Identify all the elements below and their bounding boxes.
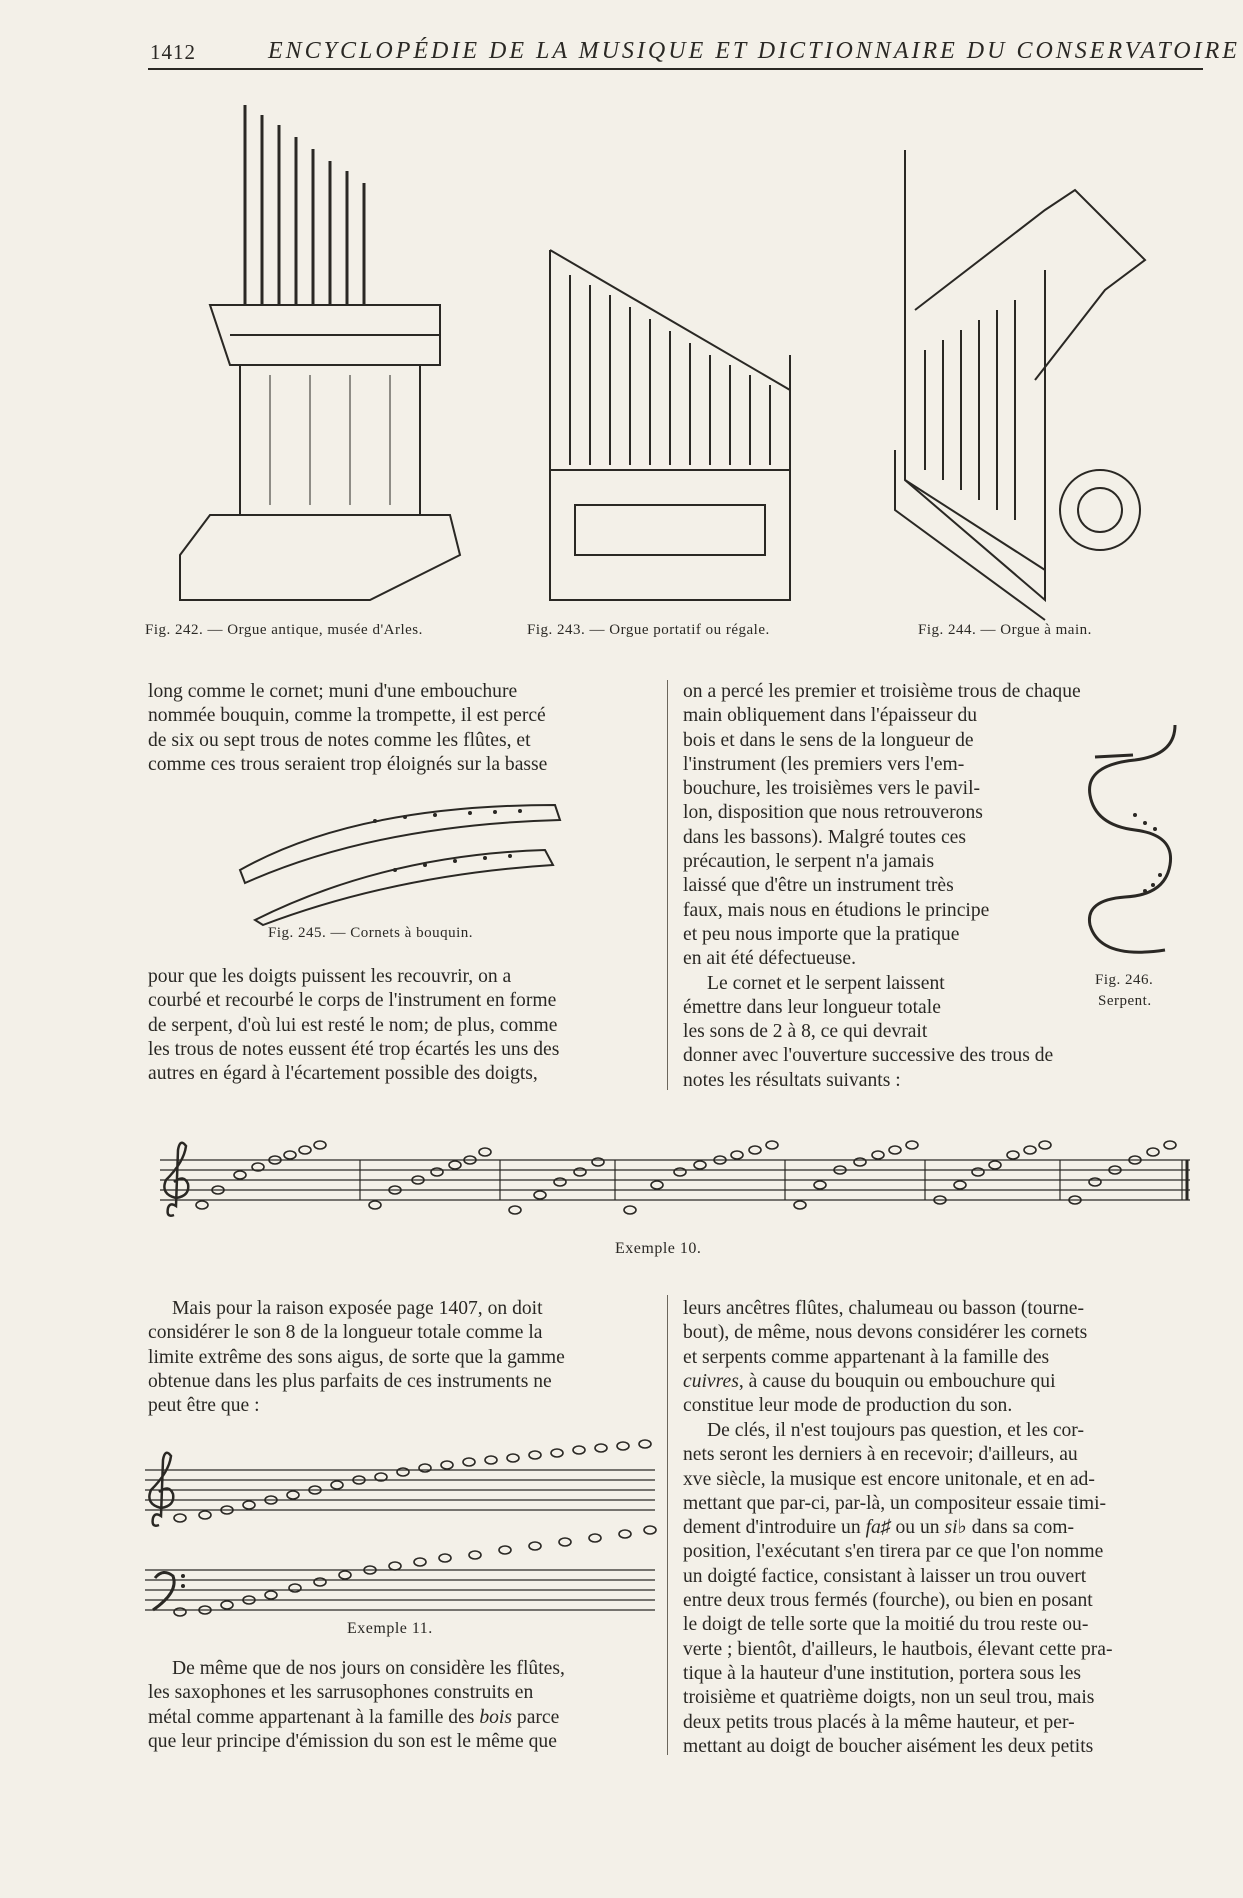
text-line: mettant au doigt de boucher aisément les deux petits — [683, 1735, 1094, 1757]
figure-244-caption: Fig. 244. — Orgue à main. — [918, 622, 1092, 638]
left-column-end — [148, 1657, 653, 1754]
text-line: donner avec l'ouverture successive des trous de — [683, 1045, 1054, 1067]
italic-term-cuivres: cuivres — [683, 1370, 739, 1392]
text-line: l'instrument (les premiers vers l'em- — [683, 753, 965, 775]
text-line: obtenue dans les plus parfaits de ces instruments ne — [148, 1370, 552, 1392]
text-line: comme ces trous seraient trop éloignés sur la basse — [148, 753, 548, 775]
text-line: et serpents comme appartenant à la famille des — [683, 1346, 1050, 1368]
text-line: les saxophones et les sarrusophones construits en — [148, 1682, 534, 1704]
text-span: métal comme appartenant à la famille des — [148, 1706, 480, 1728]
text-line: entre deux trous fermés (fourche), ou bien en posant — [683, 1590, 1093, 1612]
text-span: , à cause du bouquin ou embouchure qui — [738, 1370, 1056, 1392]
text-line — [148, 1706, 653, 1730]
text-line: autres en égard à l'écartement possible des doigts, — [148, 1063, 538, 1085]
text-line: notes les résultats suivants : — [683, 1069, 901, 1091]
figure-246-caption-title: Serpent. — [1098, 993, 1152, 1009]
text-span: ou un — [890, 1517, 945, 1539]
text-line: peut être que : — [148, 1395, 260, 1417]
text-line: en ait été défectueuse. — [683, 948, 856, 970]
text-line: considérer le son 8 de la longueur totale comme la — [148, 1322, 543, 1344]
text-line: deux petits trous placés à la même hauteur, et per- — [683, 1711, 1075, 1733]
running-title: ENCYCLOPÉDIE DE LA MUSIQUE ET DICTIONNAIRE DU CONSERVATOIRE — [268, 38, 1240, 64]
text-line — [683, 1516, 1195, 1540]
treble-clef-icon — [149, 1453, 173, 1526]
text-line: émettre dans leur longueur totale — [683, 996, 941, 1018]
text-span: dans sa com- — [966, 1517, 1075, 1539]
example-11-staves — [145, 1420, 665, 1650]
text-line: troisième et quatrième doigts, non un seul trou, mais — [683, 1687, 1095, 1709]
column-divider-bottom — [667, 1295, 668, 1755]
treble-clef-icon — [164, 1143, 188, 1216]
bass-clef-icon — [153, 1572, 185, 1610]
text-line: les trous de notes eussent été trop écartés les uns des — [148, 1038, 560, 1060]
text-line: Mais pour la raison exposée page 1407, on doit — [172, 1298, 543, 1319]
italic-note-fa-sharp: fa♯ — [865, 1517, 891, 1539]
text-line: nommée bouquin, comme la trompette, il est percé — [148, 705, 546, 727]
example-11-label: Exemple 11. — [347, 1620, 433, 1637]
text-line: courbé et recourbé le corps de l'instrument en forme — [148, 990, 557, 1012]
text-line: limite extrême des sons aigus, de sorte que la gamme — [148, 1346, 565, 1368]
left-column-bottom — [148, 1297, 653, 1418]
right-column-bottom-p1 — [683, 1297, 1195, 1418]
text-line: précaution, le serpent n'a jamais — [683, 851, 935, 873]
text-line: Le cornet et le serpent laissent — [707, 972, 945, 994]
text-line: tique à la hauteur d'une institution, portera sous les — [683, 1662, 1082, 1684]
example-10-staff — [160, 1110, 1190, 1230]
text-line: lon, disposition que nous retrouverons — [683, 802, 983, 824]
figure-245-caption: Fig. 245. — Cornets à bouquin. — [268, 925, 473, 941]
example-10-label: Exemple 10. — [615, 1240, 702, 1257]
text-line: mettant que par-ci, par-là, un compositeur essaie timi- — [683, 1492, 1107, 1514]
text-line: dans les bassons). Malgré toutes ces — [683, 826, 966, 848]
text-line: De clés, il n'est toujours pas question, et les cor- — [707, 1420, 1084, 1441]
text-line: nets seront les derniers à en recevoir; d'ailleurs, au — [683, 1444, 1078, 1466]
figure-243-portative-organ — [545, 245, 805, 605]
header-rule — [148, 68, 1203, 70]
text-line: pour que les doigts puissent les recouvrir, on a — [148, 966, 512, 987]
text-line: un doigté factice, consistant à laisser un trou ouvert — [683, 1565, 1087, 1587]
text-span: dement d'introduire un — [683, 1517, 866, 1539]
text-line: xve siècle, la musique est encore unitonale, et en ad- — [683, 1468, 1095, 1490]
text-line: que leur principe d'émission du son est le même que — [148, 1730, 557, 1752]
figure-246-caption-number: Fig. 246. — [1095, 972, 1154, 988]
text-line: verte ; bientôt, d'ailleurs, le hautbois, élevant cette pra- — [683, 1638, 1113, 1660]
text-line: laissé que d'être un instrument très — [683, 875, 954, 897]
text-span: parce — [512, 1706, 560, 1728]
text-line: les sons de 2 à 8, ce qui devrait — [683, 1021, 928, 1043]
figure-242-caption: Fig. 242. — Orgue antique, musée d'Arles. — [145, 622, 423, 638]
text-line: bouchure, les troisièmes vers le pavil- — [683, 778, 981, 800]
text-line: faux, mais nous en étudions le principe — [683, 899, 990, 921]
figure-246-serpent — [1075, 725, 1185, 955]
text-line: le doigt de telle sorte que la moitié du trou reste ou- — [683, 1614, 1089, 1636]
left-column-mid — [148, 965, 653, 1086]
text-line: constitue leur mode de production du son. — [683, 1395, 1013, 1417]
figure-244-hand-organ — [885, 150, 1155, 610]
column-divider — [667, 680, 668, 1090]
text-line: De même que de nos jours on considère les flûtes, — [172, 1658, 565, 1679]
left-column-top — [148, 680, 653, 777]
text-line: de serpent, d'où lui est resté le nom; de plus, comme — [148, 1014, 558, 1036]
figure-243-caption: Fig. 243. — Orgue portatif ou régale. — [527, 622, 770, 638]
text-line — [683, 1370, 1195, 1394]
figure-245-cornets — [235, 795, 565, 925]
italic-note-si-flat: si♭ — [944, 1517, 967, 1539]
text-line: bois et dans le sens de la longueur de — [683, 729, 974, 751]
text-line: main obliquement dans l'épaisseur du — [683, 705, 978, 727]
text-line: bout), de même, nous devons considérer les cornets — [683, 1322, 1088, 1344]
italic-term-bois: bois — [479, 1706, 512, 1728]
text-line: de six ou sept trous de notes comme les flûtes, et — [148, 729, 531, 751]
figure-242-antique-organ — [170, 105, 470, 605]
text-line: et peu nous importe que la pratique — [683, 923, 960, 945]
page-number: 1412 — [150, 40, 196, 64]
right-column-bottom-p2 — [683, 1419, 1195, 1759]
text-line: position, l'exécutant s'en tirera par ce que l'on nomme — [683, 1541, 1104, 1563]
text-line: on a percé les premier et troisième trous de chaque — [683, 681, 1081, 702]
text-line: long comme le cornet; muni d'une embouchure — [148, 681, 518, 702]
text-line: leurs ancêtres flûtes, chalumeau ou basson (tourne- — [683, 1298, 1084, 1319]
